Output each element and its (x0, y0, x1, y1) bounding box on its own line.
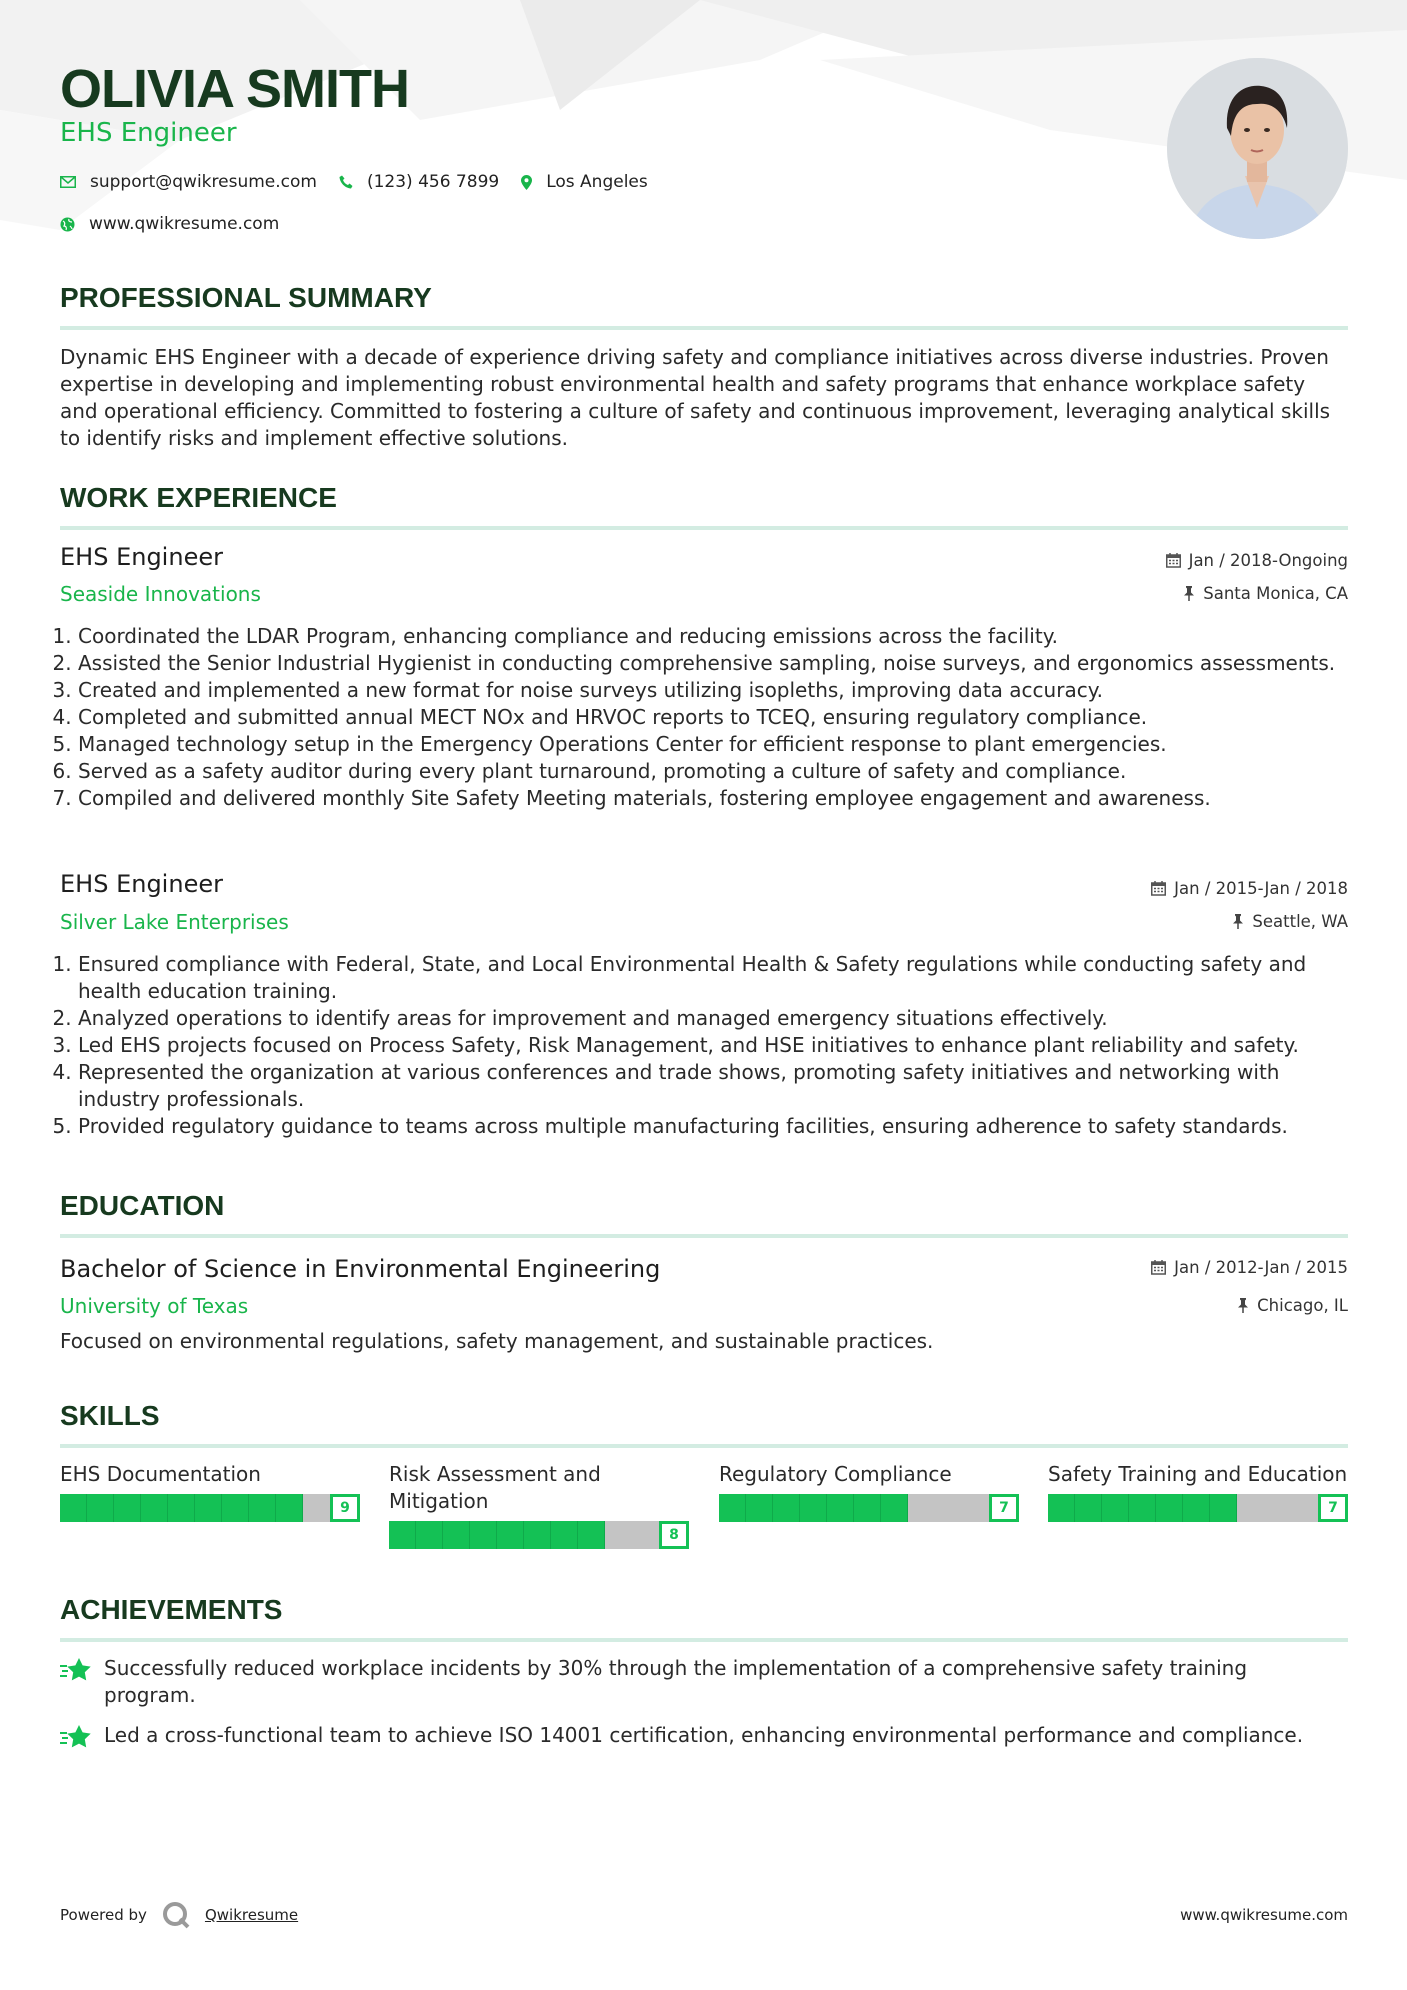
pushpin-icon (1183, 586, 1195, 601)
skill-label: Safety Training and Education (1048, 1462, 1348, 1486)
skill-segment (416, 1521, 443, 1549)
job-bullets (60, 623, 1348, 812)
skill-segment (1156, 1494, 1183, 1522)
skill-label: EHS Documentation (60, 1462, 261, 1486)
skill-segment (719, 1494, 746, 1522)
list-item: 6. Served as a safety auditor during every plant turnaround, promoting a culture of safety and compliance. (78, 758, 1348, 785)
location-contact (521, 172, 648, 192)
website-text: www.qwikresume.com (89, 214, 280, 234)
footer-website-link[interactable]: www.qwikresume.com (1180, 1906, 1348, 1924)
experience-heading: WORK EXPERIENCE (60, 482, 1348, 530)
resume-page (60, 0, 1348, 1990)
skill-track (389, 1521, 659, 1549)
skill-segment (827, 1494, 854, 1522)
education-dates-text: Jan / 2012-Jan / 2015 (1174, 1258, 1348, 1277)
school-name: University of Texas (60, 1294, 249, 1318)
skill-score: 8 (659, 1521, 689, 1549)
achievement-text: Successfully reduced workplace incidents by 30% through the implementation of a comprehensive safety training program. (104, 1656, 1248, 1707)
skill-track (60, 1494, 330, 1522)
skill-segment (222, 1494, 249, 1522)
skill-segment (87, 1494, 114, 1522)
skill-segment (168, 1494, 195, 1522)
location-text: Los Angeles (546, 172, 648, 192)
list-item: 5. Provided regulatory guidance to teams across multiple manufacturing facilities, ensuring adherence to safety standards. (78, 1113, 1348, 1140)
skill-segment (524, 1521, 551, 1549)
skill-segment (578, 1521, 605, 1549)
contact-row-website (60, 214, 301, 234)
job-title: EHS Engineer (60, 543, 223, 571)
job-dates-text: Jan / 2018-Ongoing (1188, 551, 1348, 570)
website-contact[interactable] (60, 214, 279, 234)
skill-segment (114, 1494, 141, 1522)
skill-segment (1210, 1494, 1237, 1522)
list-item: 4. Represented the organization at various conferences and trade shows, promoting safety initiatives and networking with industry professionals. (78, 1059, 1348, 1113)
list-item: 5. Managed technology setup in the Emergency Operations Center for efficient response to plant emergencies. (78, 731, 1348, 758)
phone-text: (123) 456 7899 (366, 172, 500, 192)
candidate-name: OLIVIA SMITH (60, 59, 409, 119)
job-company: Silver Lake Enterprises (60, 910, 289, 934)
job-dates-text: Jan / 2015-Jan / 2018 (1174, 879, 1348, 898)
skill-track (719, 1494, 989, 1522)
globe-icon (60, 217, 75, 232)
job-location (1183, 584, 1348, 603)
skill-segment (141, 1494, 168, 1522)
job-company: Seaside Innovations (60, 582, 261, 606)
contact-row (60, 172, 670, 192)
skill-segment (497, 1521, 524, 1549)
skill-segment (773, 1494, 800, 1522)
skill-item (389, 1461, 689, 1549)
candidate-role: EHS Engineer (60, 118, 237, 148)
skills-heading: SKILLS (60, 1400, 1348, 1448)
envelope-icon (60, 176, 76, 188)
skill-item (1048, 1461, 1348, 1522)
education-location-text: Chicago, IL (1257, 1296, 1348, 1315)
education-heading: EDUCATION (60, 1190, 1348, 1238)
profile-photo (1167, 58, 1348, 239)
skill-score: 7 (1318, 1494, 1348, 1522)
job-dates (1151, 879, 1348, 898)
list-item: 3. Led EHS projects focused on Process Safety, Risk Management, and HSE initiatives to enhance plant reliability and safety. (78, 1032, 1348, 1059)
star-icon (60, 1657, 92, 1683)
job-location-text: Seattle, WA (1252, 912, 1348, 931)
skill-score: 7 (989, 1494, 1019, 1522)
skill-segment (1102, 1494, 1129, 1522)
achievement-item (60, 1655, 1348, 1709)
skill-label: Risk Assessment and Mitigation (389, 1462, 601, 1513)
calendar-icon (1151, 881, 1166, 896)
skill-segment (1129, 1494, 1156, 1522)
phone-icon (339, 175, 353, 189)
list-item: 1. Ensured compliance with Federal, State, and Local Environmental Health & Safety regulations while conducting safety and health education training. (78, 951, 1348, 1005)
skill-segment (854, 1494, 881, 1522)
skill-segment (389, 1521, 416, 1549)
job-location (1232, 912, 1348, 931)
qwikresume-link[interactable]: Qwikresume (204, 1906, 299, 1924)
list-item: 2. Assisted the Senior Industrial Hygienist in conducting comprehensive sampling, noise surveys, and ergonomics assessments. (78, 650, 1348, 677)
skill-segment (746, 1494, 773, 1522)
skill-segment (551, 1521, 578, 1549)
star-icon (60, 1724, 92, 1750)
calendar-icon (1151, 1260, 1166, 1275)
skill-bar (719, 1494, 1019, 1522)
job-title: EHS Engineer (60, 870, 223, 898)
achievement-text: Led a cross-functional team to achieve ISO 14001 certification, enhancing environmental performance and compliance. (104, 1723, 1304, 1747)
achievement-item (60, 1722, 1348, 1750)
list-item: 2. Analyzed operations to identify areas for improvement and managed emergency situations effectively. (78, 1005, 1348, 1032)
email-text: support@qwikresume.com (90, 172, 317, 192)
skill-segment (881, 1494, 908, 1522)
job-location-text: Santa Monica, CA (1203, 584, 1348, 603)
skill-segment (800, 1494, 827, 1522)
skill-item (60, 1461, 360, 1522)
skill-segment (1183, 1494, 1210, 1522)
achievements-heading: ACHIEVEMENTS (60, 1594, 1348, 1642)
skill-score: 9 (330, 1494, 360, 1522)
skill-bar (1048, 1494, 1348, 1522)
skill-bar (389, 1521, 689, 1549)
skill-segment (443, 1521, 470, 1549)
job-dates (1166, 551, 1348, 570)
skill-bar (60, 1494, 360, 1522)
list-item: 4. Completed and submitted annual MECT NOx and HRVOC reports to TCEQ, ensuring regulatory compliance. (78, 704, 1348, 731)
education-description: Focused on environmental regulations, safety management, and sustainable practices. (60, 1329, 934, 1353)
skill-track (1048, 1494, 1318, 1522)
education-dates (1151, 1258, 1348, 1277)
skill-segment (1075, 1494, 1102, 1522)
calendar-icon (1166, 553, 1181, 568)
qwikresume-logo-icon (161, 1900, 191, 1930)
list-item: 3. Created and implemented a new format for noise surveys utilizing isopleths, improving data accuracy. (78, 677, 1348, 704)
education-location (1237, 1296, 1348, 1315)
skill-label: Regulatory Compliance (719, 1462, 952, 1486)
list-item: 7. Compiled and delivered monthly Site Safety Meeting materials, fostering employee engagement and awareness. (78, 785, 1348, 812)
job-bullets (60, 951, 1348, 1140)
pushpin-icon (1232, 914, 1244, 929)
summary-heading: PROFESSIONAL SUMMARY (60, 282, 1348, 330)
degree-title: Bachelor of Science in Environmental Engineering (60, 1255, 661, 1283)
skill-segment (1048, 1494, 1075, 1522)
list-item: 1. Coordinated the LDAR Program, enhancing compliance and reducing emissions across the facility. (78, 623, 1348, 650)
skill-segment (276, 1494, 303, 1522)
avatar-portrait (1167, 58, 1348, 239)
skill-segment (60, 1494, 87, 1522)
phone-contact[interactable] (339, 172, 499, 192)
skill-segment (195, 1494, 222, 1522)
email-contact[interactable] (60, 172, 317, 192)
pushpin-icon (1237, 1298, 1249, 1313)
summary-text: Dynamic EHS Engineer with a decade of experience driving safety and compliance initiatives across diverse industries. Proven expertise in developing and implementing robust environmental health and safety programs that enhance workplace safety and operational efficiency. Committed to fostering a culture of safety and continuous improvement, leveraging analytical skills to identify risks and implement effective solutions. (60, 345, 1331, 450)
powered-by-label: Powered by (60, 1906, 147, 1924)
skill-segment (249, 1494, 276, 1522)
skill-item (719, 1461, 1019, 1522)
skill-segment (470, 1521, 497, 1549)
map-pin-icon (521, 175, 532, 190)
footer-powered-by (60, 1900, 298, 1930)
